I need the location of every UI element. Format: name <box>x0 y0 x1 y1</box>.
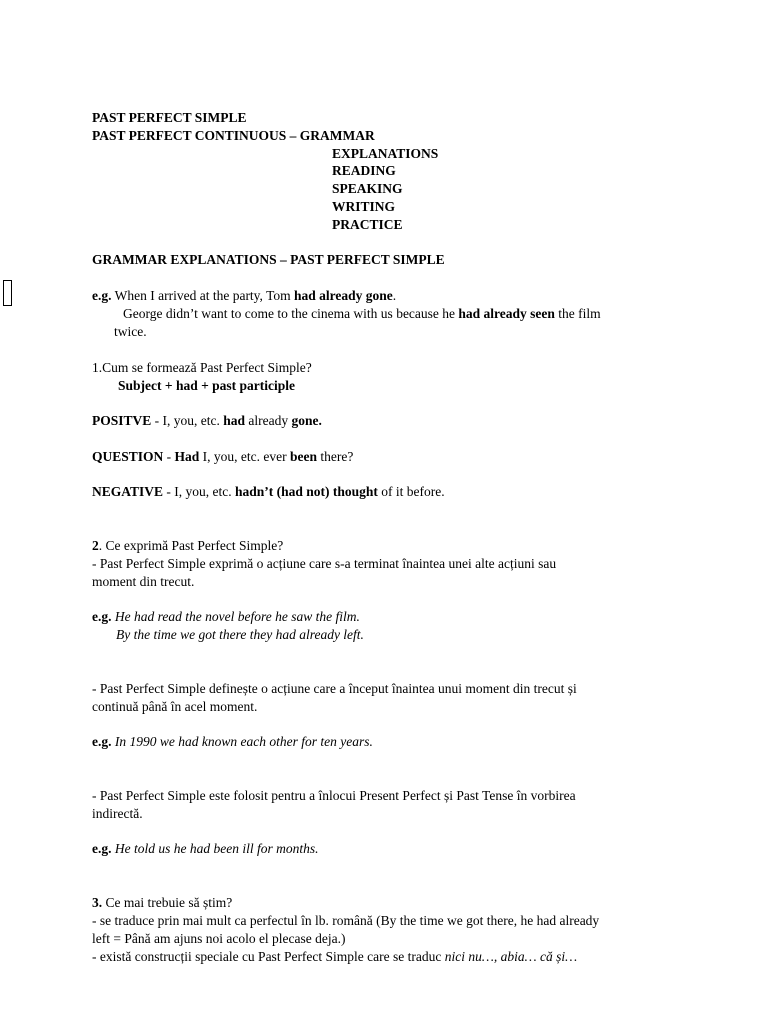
negative-line <box>92 484 445 500</box>
q2-example-4 <box>92 841 318 857</box>
example-1-line-1 <box>92 288 396 304</box>
eg-label: e.g. <box>92 288 112 303</box>
example-1-line-2 <box>123 306 601 322</box>
q3-line-3-text: - există construcții speciale cu Past Perfect Simple care se traduc <box>92 949 445 964</box>
question-1: 1.Cum se formează Past Perfect Simple? <box>92 360 312 375</box>
question-3-text: Ce mai trebuie să știm? <box>102 895 233 910</box>
q2-example-1-text: He had read the novel before he saw the film. <box>111 609 360 624</box>
q2-line-1: - Past Perfect Simple exprimă o acțiune care s-a terminat înaintea unei alte acțiuni sau <box>92 556 557 571</box>
q3-line-1: - se traduce prin mai mult ca perfectul în lb. română (By the time we got there, he had already <box>92 913 600 928</box>
q2-example-3-text: In 1990 we had known each other for ten years. <box>111 734 373 749</box>
q2-example-3 <box>92 734 373 750</box>
example-2-bold: had already seen <box>458 306 555 321</box>
question-2-number: 2 <box>92 538 99 553</box>
question-text-a: - <box>163 449 175 464</box>
negative-text-c: of it before. <box>377 484 445 499</box>
q2-line-5: - Past Perfect Simple este folosit pentru a înlocui Present Perfect și Past Tense în vorbirea <box>92 788 576 803</box>
q3-line-2: left = Până am ajuns noi acolo el plecase deja.) <box>92 931 346 946</box>
question-text-c: I, you, etc. ever <box>199 449 291 464</box>
missing-glyph-box <box>3 280 12 306</box>
formula: Subject + had + past participle <box>118 378 296 393</box>
q2-line-4: continuă până în acel moment. <box>92 699 258 714</box>
q2-line-6: indirectă. <box>92 806 143 821</box>
section-practice: PRACTICE <box>332 217 403 232</box>
q2-line-3: - Past Perfect Simple definește o acțiune care a început înaintea unui moment din trecut și <box>92 681 577 696</box>
negative-bold: hadn’t (had not) thought <box>235 484 378 499</box>
eg-label: e.g. <box>92 609 112 624</box>
question-3 <box>92 895 232 911</box>
positive-text-a: - I, you, etc. <box>151 413 224 428</box>
q2-example-1 <box>92 609 360 625</box>
title-line-2: PAST PERFECT CONTINUOUS – GRAMMAR <box>92 128 375 143</box>
positive-label: POSITVE <box>92 413 152 428</box>
example-1-bold: had already gone <box>294 288 393 303</box>
question-been: been <box>290 449 318 464</box>
section-speaking: SPEAKING <box>332 181 403 196</box>
eg-label: e.g. <box>92 841 112 856</box>
q2-example-4-text: He told us he had been ill for months. <box>111 841 319 856</box>
positive-text-c: already <box>245 413 292 428</box>
negative-text-a: - I, you, etc. <box>163 484 235 499</box>
q3-line-3 <box>92 949 577 965</box>
negative-label: NEGATIVE <box>92 484 164 499</box>
question-3-number: 3. <box>92 895 103 910</box>
section-writing: WRITING <box>332 199 396 214</box>
positive-had: had <box>223 413 246 428</box>
section-explanations: EXPLANATIONS <box>332 146 439 161</box>
question-line <box>92 449 353 465</box>
positive-gone: gone. <box>291 413 322 428</box>
section-reading: READING <box>332 163 396 178</box>
q3-line-3-italic: nici nu…, abia… că și… <box>444 949 578 964</box>
q2-line-2: moment din trecut. <box>92 574 195 589</box>
example-2-text: George didn’t want to come to the cinema with us because he <box>123 306 459 321</box>
title-line-1: PAST PERFECT SIMPLE <box>92 110 247 125</box>
positive-line <box>92 413 322 429</box>
example-1-text: When I arrived at the party, Tom <box>111 288 294 303</box>
question-had: Had <box>174 449 200 464</box>
q2-example-2: By the time we got there they had already left. <box>116 627 364 642</box>
example-1-end: . <box>392 288 397 303</box>
question-2 <box>92 538 283 554</box>
question-text-e: there? <box>317 449 354 464</box>
example-2-end: the film <box>554 306 601 321</box>
example-1-line-3: twice. <box>114 324 147 339</box>
grammar-heading: GRAMMAR EXPLANATIONS – PAST PERFECT SIMPLE <box>92 252 445 267</box>
question-2-text: . Ce exprimă Past Perfect Simple? <box>98 538 284 553</box>
eg-label: e.g. <box>92 734 112 749</box>
question-label: QUESTION <box>92 449 164 464</box>
